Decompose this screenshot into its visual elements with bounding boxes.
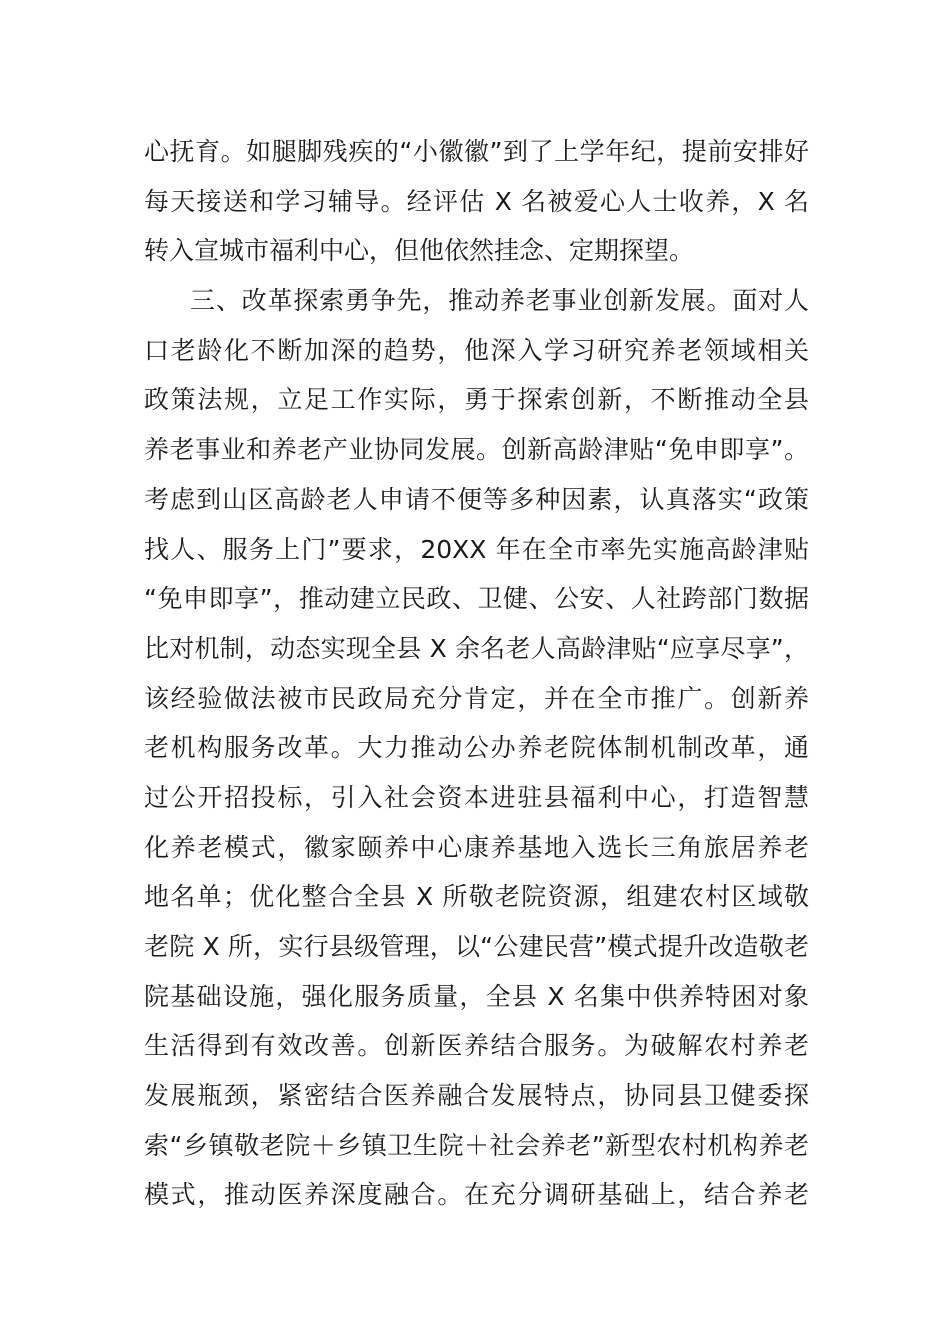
- text-line: 索“乡镇敬老院＋乡镇卫生院＋社会养老”新型农村机构养老: [144, 1130, 809, 1160]
- text-line: 过公开招投标，引入社会资本进驻县福利中心，打造智慧: [144, 782, 809, 812]
- text-line: 地名单；优化整合全县 X 所敬老院资源，组建农村区域敬: [144, 882, 809, 912]
- text-line: 考虑到山区高龄老人申请不便等多种因素，认真落实“政策: [144, 484, 809, 514]
- text-line: 生活得到有效改善。创新医养结合服务。为破解农村养老: [144, 1031, 809, 1061]
- text-line: 模式，推动医养深度融合。在充分调研基础上，结合养老: [144, 1180, 809, 1210]
- text-line: 老院 X 所，实行县级管理，以“公建民营”模式提升改造敬老: [144, 932, 809, 961]
- text-line: 每天接送和学习辅导。经评估 X 名被爱心人士收养，X 名: [144, 186, 809, 216]
- body-text: [144, 127, 809, 1220]
- text-line: 老机构服务改革。大力推动公办养老院体制机制改革，通: [144, 733, 809, 763]
- text-line: 比对机制，动态实现全县 X 余名老人高龄津贴“应享尽享”，: [144, 633, 809, 663]
- text-line: 养老事业和养老产业协同发展。创新高龄津贴“免申即享”。: [144, 435, 809, 465]
- text-line: 政策法规，立足工作实际，勇于探索创新，不断推动全县: [144, 385, 809, 415]
- text-line: 该经验做法被市民政局充分肯定，并在全市推广。创新养: [144, 683, 809, 713]
- text-line: 院基础设施，强化服务质量，全县 X 名集中供养特困对象: [144, 981, 809, 1011]
- text-line: 找人、服务上门”要求，20XX 年在全市率先实施高龄津贴: [144, 534, 809, 564]
- text-line: 心抚育。如腿脚残疾的“小徽徽”到了上学年纪，提前安排好: [144, 137, 809, 166]
- text-line: “免申即享”，推动建立民政、卫健、公安、人社跨部门数据: [144, 584, 809, 614]
- text-line: 发展瓶颈，紧密结合医养融合发展特点，协同县卫健委探: [144, 1081, 809, 1111]
- text-line: 口老龄化不断加深的趋势，他深入学习研究养老领域相关: [144, 335, 809, 365]
- text-line: 转入宣城市福利中心，但他依然挂念、定期探望。: [144, 236, 695, 266]
- text-line: 化养老模式，徽家颐养中心康养基地入选长三角旅居养老: [144, 832, 809, 862]
- text-line: 三、改革探索勇争先，推动养老事业创新发展。面对人: [190, 286, 809, 316]
